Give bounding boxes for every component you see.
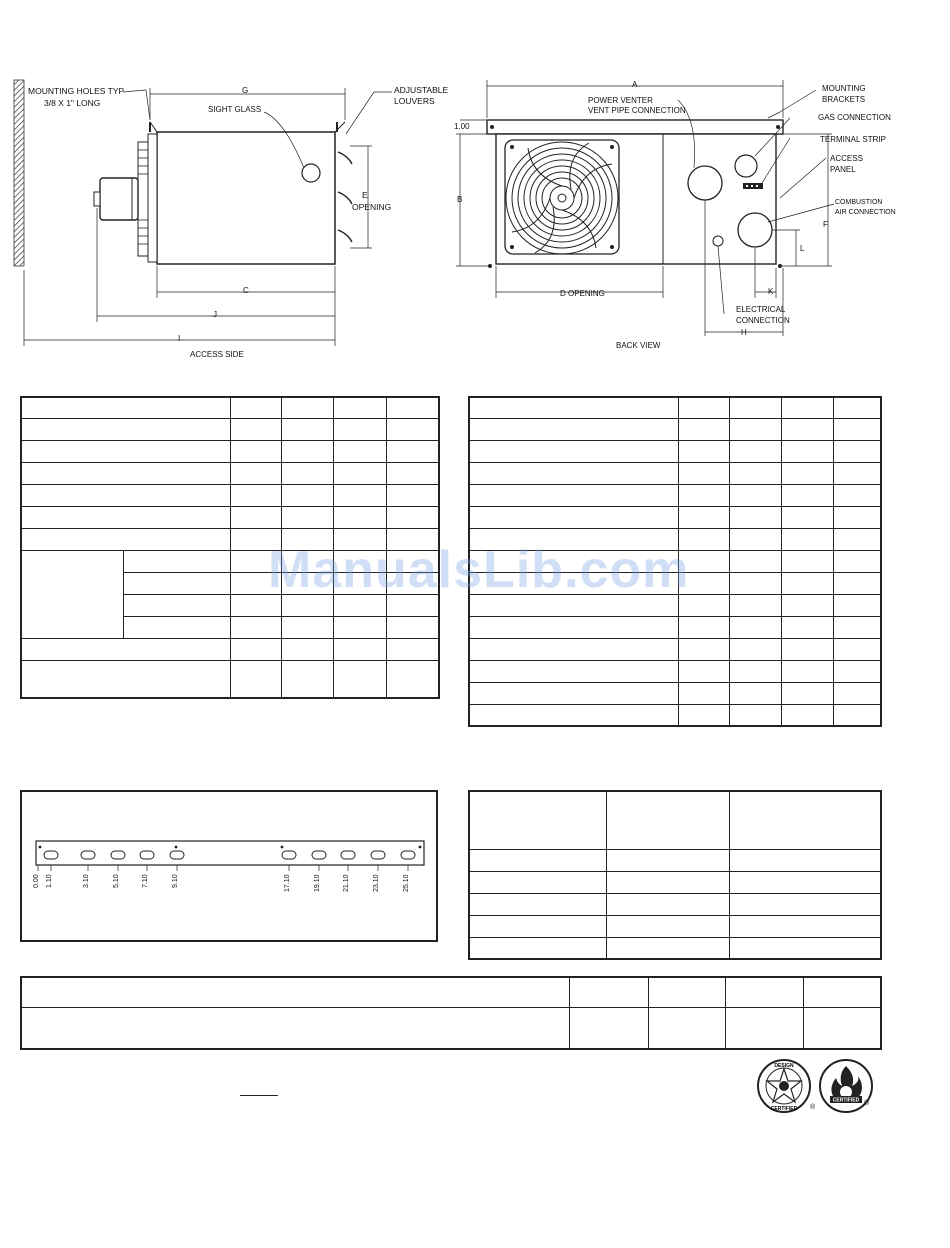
table-cell xyxy=(21,660,230,698)
table-cell xyxy=(230,484,281,506)
table-cell xyxy=(230,462,281,484)
dim-e-label: E xyxy=(362,190,368,200)
table-cell xyxy=(781,704,833,726)
table-cell xyxy=(21,638,230,660)
combustion-label-2: AIR CONNECTION xyxy=(835,209,896,216)
table-cell xyxy=(781,572,833,594)
svg-text:CERTIFIED: CERTIFIED xyxy=(770,1106,798,1112)
mounting-holes-label-1: MOUNTING HOLES TYP xyxy=(28,86,125,96)
table-cell xyxy=(281,462,333,484)
mounting-bracket-drawing xyxy=(30,835,430,875)
table-cell xyxy=(833,616,881,638)
table-cell xyxy=(230,418,281,440)
table-cell xyxy=(21,418,230,440)
table-cell xyxy=(606,849,729,871)
electrical-label-1: ELECTRICAL xyxy=(736,305,786,314)
dim-j-label: J xyxy=(213,310,217,319)
table-cell xyxy=(21,506,230,528)
table-cell xyxy=(469,462,678,484)
table-cell xyxy=(469,704,678,726)
table-cell xyxy=(123,616,230,638)
table-cell xyxy=(386,638,439,660)
table-cell xyxy=(833,550,881,572)
table-cell xyxy=(333,660,386,698)
table-cell xyxy=(386,616,439,638)
table-cell xyxy=(781,397,833,418)
table-cell xyxy=(281,418,333,440)
table-cell xyxy=(606,791,729,849)
table-cell xyxy=(469,616,678,638)
table-cell xyxy=(230,638,281,660)
table-cell xyxy=(729,462,781,484)
table-cell xyxy=(729,937,881,959)
table-cell xyxy=(333,397,386,418)
table-cell xyxy=(333,440,386,462)
table-cell xyxy=(678,616,729,638)
table-cell xyxy=(123,594,230,616)
table-cell xyxy=(21,1007,569,1049)
table-cell xyxy=(606,893,729,915)
table-cell xyxy=(230,506,281,528)
table-cell xyxy=(729,849,881,871)
table-cell xyxy=(833,397,881,418)
tick-label: 19.10 xyxy=(314,874,321,892)
table-cell xyxy=(386,660,439,698)
table-cell xyxy=(781,462,833,484)
table-cell xyxy=(469,915,606,937)
table-cell xyxy=(230,616,281,638)
table-cell xyxy=(725,977,803,1007)
table-cell xyxy=(678,397,729,418)
table-cell xyxy=(729,638,781,660)
table-cell xyxy=(469,397,678,418)
table-cell xyxy=(781,594,833,616)
mounting-brackets-label-1: MOUNTING xyxy=(822,84,866,93)
table-cell xyxy=(648,1007,725,1049)
louvers-label-2: LOUVERS xyxy=(394,96,435,106)
tick-label: 9.10 xyxy=(172,874,179,888)
table-cell xyxy=(281,506,333,528)
table-cell xyxy=(678,660,729,682)
terminal-strip-label: TERMINAL STRIP xyxy=(820,135,886,144)
table-cell xyxy=(803,1007,881,1049)
tick-label: 7.10 xyxy=(142,874,149,888)
table-cell xyxy=(833,660,881,682)
table-cell xyxy=(281,616,333,638)
table-cell xyxy=(469,484,678,506)
table-cell xyxy=(729,572,781,594)
table-cell xyxy=(729,418,781,440)
side-view-drawing xyxy=(0,70,450,370)
table-cell xyxy=(333,616,386,638)
dim-d-opening-label: D OPENING xyxy=(560,289,605,298)
svg-text:DESIGN: DESIGN xyxy=(774,1063,794,1069)
table-cell xyxy=(333,506,386,528)
table-cell xyxy=(781,440,833,462)
table-cell xyxy=(678,704,729,726)
table-cell xyxy=(729,550,781,572)
tick-label: 3.10 xyxy=(83,874,90,888)
signature-line xyxy=(240,1095,278,1096)
table-cell xyxy=(729,682,781,704)
dim-f-label: F xyxy=(823,220,828,229)
table-cell xyxy=(386,462,439,484)
sight-glass xyxy=(302,164,320,182)
table-cell xyxy=(469,791,606,849)
table-cell xyxy=(729,915,881,937)
table-cell xyxy=(606,871,729,893)
table-cell xyxy=(281,660,333,698)
table-cell xyxy=(781,682,833,704)
table-cell xyxy=(469,682,678,704)
table-cell xyxy=(606,915,729,937)
bottom-table xyxy=(20,976,882,1050)
table-cell xyxy=(781,638,833,660)
table-cell xyxy=(469,937,606,959)
table-cell xyxy=(21,440,230,462)
table-cell xyxy=(729,616,781,638)
tick-label: 17.10 xyxy=(284,874,291,892)
table-cell xyxy=(469,849,606,871)
dim-l-label: L xyxy=(800,244,805,253)
table-cell xyxy=(21,977,569,1007)
table-cell xyxy=(729,397,781,418)
power-venter-label-2: VENT PIPE CONNECTION xyxy=(588,106,686,115)
opening-label: OPENING xyxy=(352,202,392,212)
access-side-caption: ACCESS SIDE xyxy=(190,350,244,359)
table-cell xyxy=(606,937,729,959)
table-cell xyxy=(781,616,833,638)
tick-label: 5.10 xyxy=(113,874,120,888)
gas-connection-label: GAS CONNECTION xyxy=(818,113,891,122)
tick-label: 21.10 xyxy=(343,874,350,892)
table-cell xyxy=(386,418,439,440)
wall-hatch xyxy=(14,80,24,266)
sight-glass-label: SIGHT GLASS xyxy=(208,105,262,114)
table-cell xyxy=(333,484,386,506)
mounting-holes-label-2: 3/8 X 1" LONG xyxy=(44,98,101,108)
svg-text:CERTIFIED: CERTIFIED xyxy=(832,1097,860,1104)
registered-mark: ® xyxy=(810,1104,816,1111)
table-cell xyxy=(781,418,833,440)
dim-h-label: H xyxy=(741,328,747,337)
table-cell xyxy=(833,682,881,704)
table-cell xyxy=(781,506,833,528)
table-cell xyxy=(729,791,881,849)
table-cell xyxy=(678,682,729,704)
table-cell xyxy=(469,418,678,440)
heater-housing xyxy=(157,132,335,264)
dim-k-label: K xyxy=(768,287,774,296)
table-cell xyxy=(833,528,881,550)
table-cell xyxy=(333,638,386,660)
tick-label: 25.10 xyxy=(403,874,410,892)
table-cell xyxy=(386,440,439,462)
tick-label: 23.10 xyxy=(373,874,380,892)
table-cell xyxy=(833,638,881,660)
gas-connection xyxy=(735,155,757,177)
mounting-brackets-label-2: BRACKETS xyxy=(822,95,866,104)
table-cell xyxy=(729,484,781,506)
table-cell xyxy=(678,440,729,462)
table-cell xyxy=(729,506,781,528)
table-cell xyxy=(569,1007,648,1049)
back-view-caption: BACK VIEW xyxy=(616,341,661,350)
access-panel-label-2: PANEL xyxy=(830,165,856,174)
dim-i-label: I xyxy=(178,334,181,343)
table-cell xyxy=(569,977,648,1007)
watermark-text: ManualsLib.com xyxy=(268,541,690,599)
table-cell xyxy=(729,893,881,915)
combustion-air-connection xyxy=(738,213,772,247)
table-cell xyxy=(729,660,781,682)
vent-pipe-connection xyxy=(688,166,722,200)
dim-100-label: 1.00 xyxy=(454,122,470,131)
table-cell xyxy=(833,704,881,726)
table-cell xyxy=(833,594,881,616)
table-cell xyxy=(123,550,230,572)
table-cell xyxy=(729,440,781,462)
table-cell xyxy=(281,440,333,462)
table-cell xyxy=(678,638,729,660)
table-cell xyxy=(469,506,678,528)
table-cell xyxy=(333,418,386,440)
table-cell xyxy=(833,506,881,528)
clearance-table xyxy=(468,790,882,960)
table-cell xyxy=(230,660,281,698)
table-cell xyxy=(469,440,678,462)
table-cell xyxy=(281,484,333,506)
dim-a-label: A xyxy=(632,80,638,89)
dim-b-label: B xyxy=(457,195,463,204)
tick-label: 0.00 xyxy=(33,874,40,888)
table-cell xyxy=(803,977,881,1007)
power-venter-label-1: POWER VENTER xyxy=(588,96,653,105)
electrical-label-2: CONNECTION xyxy=(736,316,790,325)
table-cell xyxy=(781,550,833,572)
electrical-connection xyxy=(713,236,723,246)
table-cell xyxy=(648,977,725,1007)
table-cell xyxy=(725,1007,803,1049)
tick-label: 1.10 xyxy=(46,874,53,888)
table-cell xyxy=(230,440,281,462)
table-cell xyxy=(386,506,439,528)
table-cell xyxy=(469,871,606,893)
table-cell xyxy=(678,418,729,440)
table-cell xyxy=(729,871,881,893)
table-cell xyxy=(781,660,833,682)
table-cell xyxy=(781,528,833,550)
table-cell xyxy=(833,440,881,462)
table-cell xyxy=(469,893,606,915)
table-cell xyxy=(678,484,729,506)
table-cell xyxy=(281,397,333,418)
combustion-label-1: COMBUSTION xyxy=(835,199,883,206)
table-cell xyxy=(386,397,439,418)
table-cell xyxy=(469,660,678,682)
design-certified-seal xyxy=(756,1058,812,1114)
access-panel-label-1: ACCESS xyxy=(830,154,863,163)
table-cell xyxy=(781,484,833,506)
dim-c-label: C xyxy=(243,286,249,295)
table-cell xyxy=(678,506,729,528)
louvers-label-1: ADJUSTABLE xyxy=(394,85,449,95)
table-cell xyxy=(333,462,386,484)
table-cell xyxy=(21,528,230,550)
table-cell xyxy=(729,528,781,550)
table-cell xyxy=(833,462,881,484)
table-cell xyxy=(678,462,729,484)
table-cell xyxy=(21,550,123,638)
table-cell xyxy=(833,484,881,506)
table-cell xyxy=(729,704,781,726)
louvers xyxy=(338,152,352,242)
table-cell xyxy=(281,638,333,660)
dim-g-label: G xyxy=(242,86,249,95)
table-cell xyxy=(386,484,439,506)
table-cell xyxy=(21,484,230,506)
table-cell xyxy=(833,418,881,440)
table-cell xyxy=(833,572,881,594)
table-cell xyxy=(21,397,230,418)
registered-mark: ® xyxy=(864,1100,870,1107)
table-cell xyxy=(469,638,678,660)
table-cell xyxy=(230,397,281,418)
table-cell xyxy=(729,594,781,616)
table-cell xyxy=(123,572,230,594)
table-cell xyxy=(21,462,230,484)
